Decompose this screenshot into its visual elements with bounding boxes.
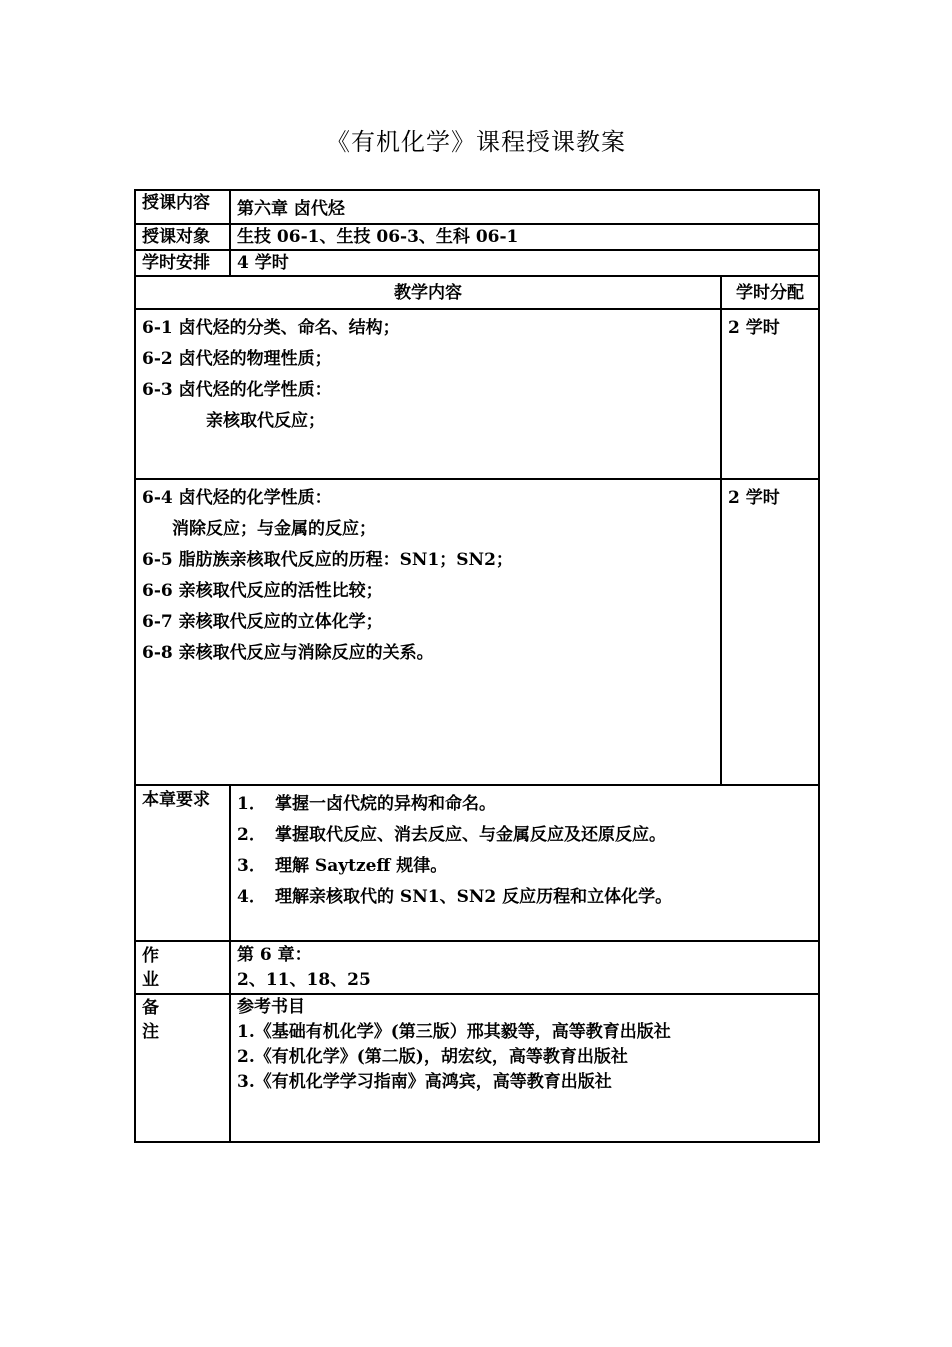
row-course-content [135,190,819,224]
row-audience [135,224,819,250]
value-audience: 生技 06-1、生技 06-3、生科 06-1 [230,224,819,250]
requirement-number: 2． [237,825,266,845]
requirement-number: 4． [237,887,266,907]
row-hours-arrangement [135,250,819,276]
row-requirements [135,785,819,941]
section-1-line: 6-3 卤代烃的化学性质： [142,380,332,400]
label-course-content: 授课内容 [135,190,230,224]
reference-line: 2.《有机化学》(第二版)，胡宏纹，高等教育出版社 [237,1047,628,1067]
section-1-content [135,309,721,479]
reference-line: 1.《基础有机化学》(第三版）邢其毅等，高等教育出版社 [237,1022,671,1042]
section-1-line: 6-2 卤代烃的物理性质； [142,349,332,369]
section-2-line: 6-7 亲核取代反应的立体化学； [142,612,383,632]
value-hours-arrangement: 4 学时 [230,250,819,276]
row-section-1 [135,309,819,479]
label-requirements: 本章要求 [135,785,230,941]
notes-content [230,994,819,1142]
reference-line: 参考书目 [237,997,305,1017]
reference-line: 3.《有机化学学习指南》高鸿宾，高等教育出版社 [237,1072,612,1092]
section-2-content [135,479,721,785]
section-1-hours [721,309,819,479]
requirement-number: 1． [237,794,266,814]
lesson-plan-table [134,189,820,1143]
value-course-content: 第六章 卤代烃 [230,190,819,224]
requirement-number: 3． [237,856,266,876]
section-1-line: 6-1 卤代烃的分类、命名、结构； [142,318,400,338]
page-title: 《有机化学》课程授课教案 [326,128,626,156]
label-hours-arrangement: 学时安排 [135,250,230,276]
requirement-item [237,820,812,851]
section-2-line: 6-6 亲核取代反应的活性比较； [142,581,383,601]
section-2-line: 6-5 脂肪族亲核取代反应的历程：SN1；SN2； [142,550,513,570]
header-hours-allocation: 学时分配 [721,276,819,309]
header-teaching-content: 教学内容 [135,276,721,309]
section-1-hours-value: 2 学时 [728,318,780,338]
section-2-line: 6-4 卤代烃的化学性质： [142,488,332,508]
label-audience: 授课对象 [135,224,230,250]
requirement-item [237,851,812,882]
requirement-text: 理解 Saytzeff 规律。 [275,856,448,876]
homework-line: 第 6 章： [237,945,312,965]
requirement-text: 掌握一卤代烷的异构和命名。 [275,794,496,814]
section-2-line: 消除反应；与金属的反应； [172,519,376,539]
section-2-hours [721,479,819,785]
row-content-header [135,276,819,309]
row-homework [135,941,819,994]
label-notes: 备 注 [135,994,230,1142]
row-section-2 [135,479,819,785]
section-2-hours-value: 2 学时 [728,488,780,508]
requirement-text: 理解亲核取代的 SN1、SN2 反应历程和立体化学。 [275,887,673,907]
label-homework: 作 业 [135,941,230,994]
homework-line: 2、11、18、25 [237,970,371,990]
section-2-line: 6-8 亲核取代反应与消除反应的关系。 [142,643,434,663]
requirement-text: 掌握取代反应、消去反应、与金属反应及还原反应。 [275,825,666,845]
section-1-line: 亲核取代反应； [206,411,325,431]
row-notes [135,994,819,1142]
requirement-item [237,789,812,820]
homework-content [230,941,819,994]
requirements-list [230,785,819,941]
requirement-item [237,882,812,913]
